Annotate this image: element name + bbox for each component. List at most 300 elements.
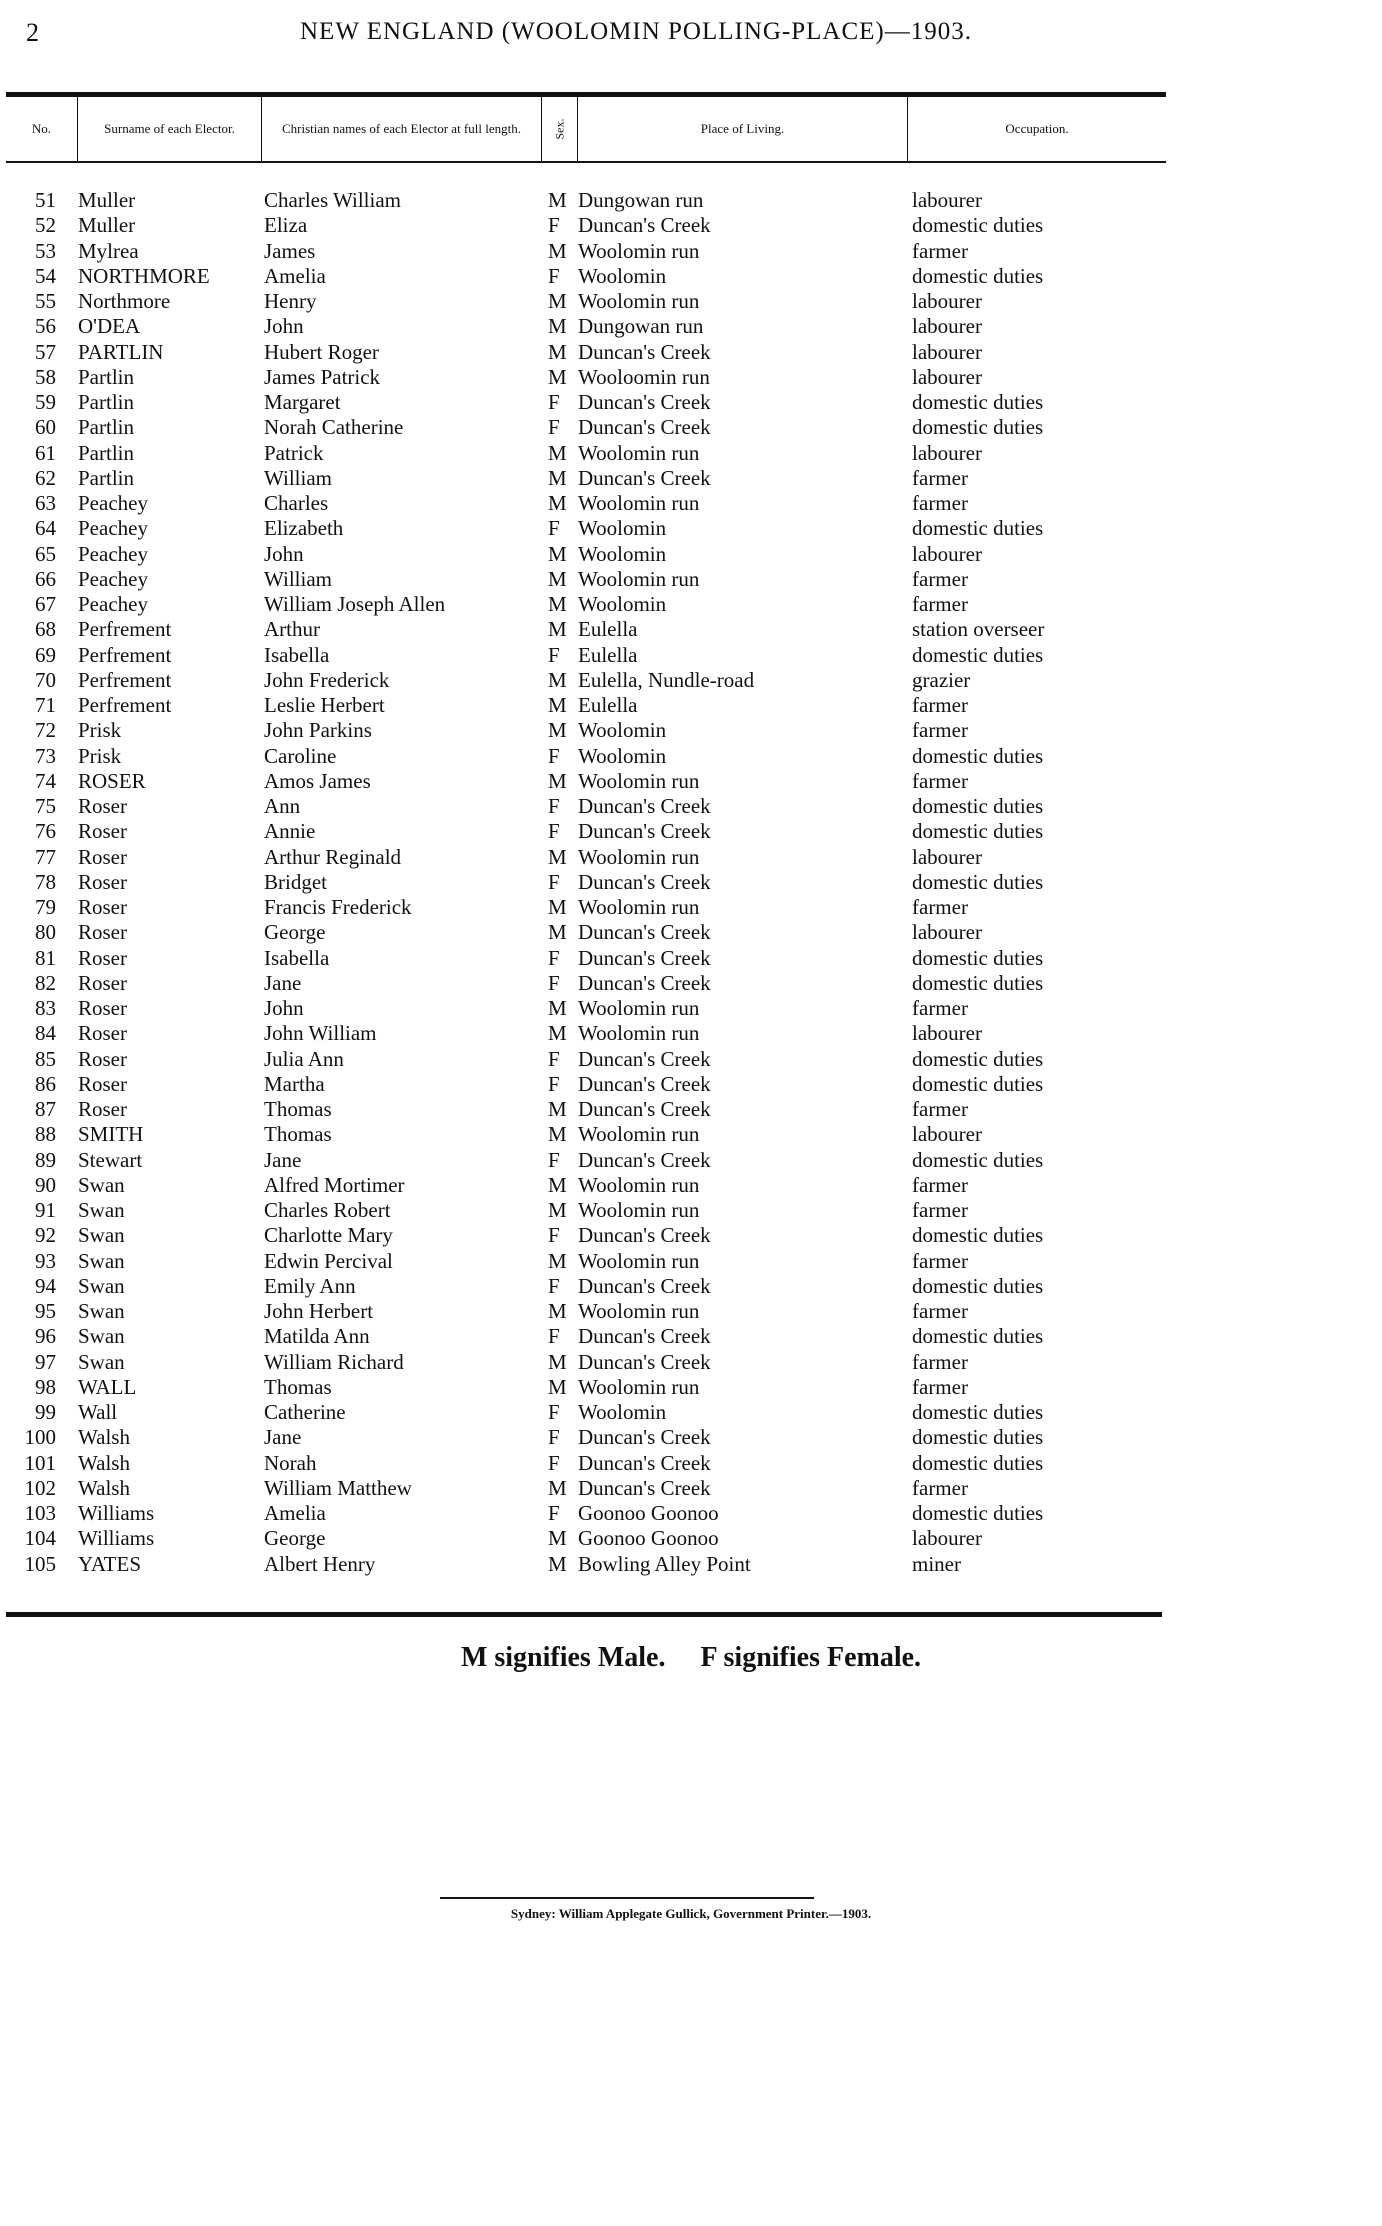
bottom-rule bbox=[6, 1612, 1162, 1617]
elector-christian-names: Elizabeth bbox=[264, 516, 344, 541]
elector-occupation: domestic duties bbox=[912, 516, 1044, 541]
table-row bbox=[0, 895, 1382, 920]
column-header-surname: Surname of each Elector. bbox=[78, 97, 262, 161]
elector-number: 103 bbox=[24, 1501, 56, 1525]
elector-surname: YATES bbox=[78, 1551, 142, 1576]
elector-occupation: labourer bbox=[912, 364, 982, 389]
elector-sex: F bbox=[548, 970, 560, 995]
elector-number: 93 bbox=[35, 1248, 56, 1273]
table-row bbox=[0, 920, 1382, 945]
elector-occupation: farmer bbox=[912, 1374, 968, 1399]
table-row bbox=[0, 1047, 1382, 1072]
elector-place: Woolomin run bbox=[578, 1374, 700, 1399]
elector-number: 96 bbox=[35, 1324, 56, 1349]
elector-occupation: domestic duties bbox=[912, 869, 1044, 894]
elector-christian-names: Alfred Mortimer bbox=[264, 1172, 405, 1197]
elector-sex: M bbox=[548, 1122, 567, 1147]
column-header-occupation: Occupation. bbox=[1005, 121, 1069, 136]
elector-surname: Perfrement bbox=[78, 693, 172, 717]
table-row bbox=[0, 567, 1382, 592]
elector-occupation: farmer bbox=[912, 1172, 968, 1197]
table-row bbox=[0, 1097, 1382, 1122]
elector-christian-names: William bbox=[264, 566, 332, 591]
elector-place: Duncan's Creek bbox=[578, 213, 711, 238]
elector-number: 85 bbox=[35, 1046, 56, 1071]
elector-occupation: farmer bbox=[912, 768, 968, 793]
elector-place: Duncan's Creek bbox=[578, 415, 711, 440]
elector-christian-names: Amos James bbox=[264, 768, 371, 793]
elector-number: 52 bbox=[35, 213, 56, 238]
elector-place: Goonoo Goonoo bbox=[578, 1501, 719, 1525]
elector-sex: M bbox=[548, 289, 567, 313]
elector-surname: Partlin bbox=[78, 390, 134, 414]
elector-occupation: domestic duties bbox=[912, 970, 1044, 995]
elector-place: Woolomin run bbox=[578, 844, 700, 869]
elector-place: Eulella bbox=[578, 642, 638, 667]
elector-place: Goonoo Goonoo bbox=[578, 1526, 719, 1551]
table-row bbox=[0, 340, 1382, 365]
elector-place: Duncan's Creek bbox=[578, 920, 711, 945]
elector-surname: Roser bbox=[78, 844, 127, 869]
elector-surname: Swan bbox=[78, 1248, 125, 1273]
elector-place: Woolomin run bbox=[578, 895, 700, 919]
elector-christian-names: Martha bbox=[264, 1071, 325, 1096]
elector-christian-names: William Richard bbox=[264, 1349, 404, 1374]
elector-surname: Perfrement bbox=[78, 667, 172, 692]
elector-place: Duncan's Creek bbox=[578, 1475, 711, 1500]
elector-occupation: domestic duties bbox=[912, 1046, 1044, 1071]
table-row bbox=[0, 1425, 1382, 1450]
elector-christian-names: Charles Robert bbox=[264, 1198, 391, 1222]
elector-number: 54 bbox=[35, 263, 56, 288]
elector-sex: F bbox=[548, 642, 560, 667]
table-row bbox=[0, 516, 1382, 541]
elector-occupation: domestic duties bbox=[912, 390, 1044, 414]
elector-place: Woolomin bbox=[578, 743, 667, 768]
elector-sex: M bbox=[548, 1198, 567, 1222]
elector-place: Eulella bbox=[578, 617, 638, 642]
table-row bbox=[0, 1400, 1382, 1425]
elector-surname: PARTLIN bbox=[78, 339, 164, 364]
elector-surname: Northmore bbox=[78, 289, 171, 313]
elector-occupation: domestic duties bbox=[912, 819, 1044, 844]
elector-occupation: domestic duties bbox=[912, 642, 1044, 667]
table-row bbox=[0, 1476, 1382, 1501]
elector-christian-names: Charles William bbox=[264, 188, 401, 212]
elector-sex: F bbox=[548, 945, 560, 970]
elector-place: Eulella bbox=[578, 693, 638, 717]
elector-sex: M bbox=[548, 1021, 567, 1046]
elector-sex: M bbox=[548, 566, 567, 591]
elector-place: Duncan's Creek bbox=[578, 794, 711, 818]
elector-christian-names: Charlotte Mary bbox=[264, 1223, 393, 1248]
elector-sex: M bbox=[548, 238, 567, 263]
elector-occupation: farmer bbox=[912, 1349, 968, 1374]
elector-christian-names: John bbox=[264, 996, 304, 1020]
elector-number: 63 bbox=[35, 491, 56, 515]
elector-place: Woolomin run bbox=[578, 1198, 700, 1222]
elector-surname: Swan bbox=[78, 1172, 125, 1197]
elector-sex: M bbox=[548, 491, 567, 515]
elector-christian-names: Thomas bbox=[264, 1374, 332, 1399]
elector-occupation: farmer bbox=[912, 718, 968, 743]
elector-surname: Roser bbox=[78, 819, 127, 844]
elector-sex: M bbox=[548, 693, 567, 717]
elector-sex: F bbox=[548, 1400, 560, 1424]
table-row bbox=[0, 365, 1382, 390]
elector-place: Woolomin run bbox=[578, 1172, 700, 1197]
elector-sex: M bbox=[548, 440, 567, 465]
elector-place: Duncan's Creek bbox=[578, 1071, 711, 1096]
elector-surname: Swan bbox=[78, 1349, 125, 1374]
elector-christian-names: Eliza bbox=[264, 213, 308, 238]
elector-surname: Swan bbox=[78, 1223, 125, 1248]
table-row bbox=[0, 1375, 1382, 1400]
elector-sex: M bbox=[548, 541, 567, 566]
elector-number: 61 bbox=[35, 440, 56, 465]
elector-sex: M bbox=[548, 996, 567, 1020]
elector-christian-names: Emily Ann bbox=[264, 1273, 356, 1298]
elector-sex: M bbox=[548, 920, 567, 945]
elector-surname: Walsh bbox=[78, 1475, 130, 1500]
elector-number: 79 bbox=[35, 895, 56, 919]
elector-place: Duncan's Creek bbox=[578, 1097, 711, 1121]
elector-surname: Stewart bbox=[78, 1147, 143, 1172]
elector-number: 62 bbox=[35, 465, 56, 490]
elector-occupation: labourer bbox=[912, 1526, 982, 1551]
elector-occupation: labourer bbox=[912, 339, 982, 364]
elector-number: 92 bbox=[35, 1223, 56, 1248]
elector-place: Dungowan run bbox=[578, 314, 704, 339]
elector-surname: Wall bbox=[78, 1400, 118, 1424]
elector-occupation: domestic duties bbox=[912, 794, 1044, 818]
table-row bbox=[0, 441, 1382, 466]
elector-surname: Swan bbox=[78, 1299, 125, 1323]
elector-sex: M bbox=[548, 314, 567, 339]
table-row bbox=[0, 1274, 1382, 1299]
elector-occupation: farmer bbox=[912, 1198, 968, 1222]
elector-christian-names: Jane bbox=[264, 970, 302, 995]
elector-sex: F bbox=[548, 869, 560, 894]
table-row bbox=[0, 1173, 1382, 1198]
elector-occupation: labourer bbox=[912, 844, 982, 869]
elector-sex: M bbox=[548, 1526, 567, 1551]
elector-surname: Swan bbox=[78, 1198, 125, 1222]
elector-christian-names: John William bbox=[264, 1021, 377, 1046]
elector-christian-names: George bbox=[264, 920, 326, 945]
elector-sex: F bbox=[548, 516, 560, 541]
table-row bbox=[0, 1223, 1382, 1248]
elector-sex: M bbox=[548, 718, 567, 743]
table-row bbox=[0, 1072, 1382, 1097]
elector-place: Woolomin bbox=[578, 1400, 667, 1424]
elector-christian-names: Arthur Reginald bbox=[264, 844, 402, 869]
elector-sex: M bbox=[548, 592, 567, 616]
elector-number: 84 bbox=[35, 1021, 56, 1046]
elector-place: Woolomin bbox=[578, 516, 667, 541]
elector-sex: F bbox=[548, 819, 560, 844]
elector-number: 59 bbox=[35, 390, 56, 414]
elector-surname: Walsh bbox=[78, 1450, 130, 1475]
elector-number: 55 bbox=[35, 289, 56, 313]
elector-occupation: miner bbox=[912, 1551, 961, 1576]
elector-occupation: domestic duties bbox=[912, 1324, 1044, 1349]
table-row bbox=[0, 592, 1382, 617]
elector-surname: Roser bbox=[78, 1046, 127, 1071]
elector-christian-names: Caroline bbox=[264, 743, 337, 768]
elector-number: 58 bbox=[35, 364, 56, 389]
elector-occupation: labourer bbox=[912, 1122, 982, 1147]
elector-occupation: labourer bbox=[912, 1021, 982, 1046]
elector-sex: F bbox=[548, 743, 560, 768]
elector-christian-names: Norah Catherine bbox=[264, 415, 404, 440]
elector-christian-names: John Herbert bbox=[264, 1299, 374, 1323]
elector-number: 74 bbox=[35, 768, 56, 793]
table-row bbox=[0, 1324, 1382, 1349]
elector-place: Duncan's Creek bbox=[578, 1450, 711, 1475]
table-row bbox=[0, 643, 1382, 668]
table-row bbox=[0, 289, 1382, 314]
elector-sex: M bbox=[548, 1097, 567, 1121]
elector-occupation: farmer bbox=[912, 566, 968, 591]
elector-surname: Peachey bbox=[78, 516, 148, 541]
elector-number: 82 bbox=[35, 970, 56, 995]
elector-christian-names: William bbox=[264, 465, 332, 490]
elector-sex: F bbox=[548, 1273, 560, 1298]
elector-christian-names: Edwin Percival bbox=[264, 1248, 393, 1273]
table-row bbox=[0, 415, 1382, 440]
elector-number: 97 bbox=[35, 1349, 56, 1374]
table-row bbox=[0, 239, 1382, 264]
elector-surname: Roser bbox=[78, 1021, 127, 1046]
column-header-sex: Sex. bbox=[542, 97, 578, 161]
elector-sex: F bbox=[548, 1223, 560, 1248]
elector-surname: Partlin bbox=[78, 465, 134, 490]
elector-place: Duncan's Creek bbox=[578, 1425, 711, 1450]
elector-occupation: labourer bbox=[912, 440, 982, 465]
elector-number: 56 bbox=[35, 314, 56, 339]
elector-number: 89 bbox=[35, 1147, 56, 1172]
elector-christian-names: John bbox=[264, 314, 304, 339]
elector-christian-names: John Frederick bbox=[264, 667, 390, 692]
elector-place: Dungowan run bbox=[578, 188, 704, 212]
elector-christian-names: Isabella bbox=[264, 642, 330, 667]
elector-sex: M bbox=[548, 1299, 567, 1323]
elector-sex: M bbox=[548, 364, 567, 389]
table-row bbox=[0, 693, 1382, 718]
elector-place: Woolomin run bbox=[578, 1299, 700, 1323]
column-header-row bbox=[6, 92, 1166, 163]
elector-surname: NORTHMORE bbox=[78, 263, 210, 288]
elector-number: 60 bbox=[35, 415, 56, 440]
elector-surname: Roser bbox=[78, 996, 127, 1020]
elector-number: 57 bbox=[35, 339, 56, 364]
table-row bbox=[0, 1451, 1382, 1476]
elector-sex: M bbox=[548, 1349, 567, 1374]
elector-place: Woolomin run bbox=[578, 1122, 700, 1147]
elector-christian-names: Annie bbox=[264, 819, 316, 844]
elector-place: Woolomin run bbox=[578, 566, 700, 591]
elector-christian-names: Norah bbox=[264, 1450, 317, 1475]
elector-christian-names: Thomas bbox=[264, 1097, 332, 1121]
elector-christian-names: John Parkins bbox=[264, 718, 372, 743]
elector-surname: SMITH bbox=[78, 1122, 144, 1147]
elector-sex: M bbox=[548, 1248, 567, 1273]
elector-christian-names: John bbox=[264, 541, 304, 566]
elector-number: 88 bbox=[35, 1122, 56, 1147]
elector-number: 101 bbox=[24, 1450, 56, 1475]
elector-occupation: domestic duties bbox=[912, 1273, 1044, 1298]
table-row bbox=[0, 718, 1382, 743]
elector-number: 95 bbox=[35, 1299, 56, 1323]
page-header bbox=[0, 18, 1382, 58]
elector-occupation: farmer bbox=[912, 465, 968, 490]
table-row bbox=[0, 1148, 1382, 1173]
elector-number: 77 bbox=[35, 844, 56, 869]
table-row bbox=[0, 466, 1382, 491]
elector-christian-names: Jane bbox=[264, 1147, 302, 1172]
elector-christian-names: Thomas bbox=[264, 1122, 332, 1147]
elector-number: 71 bbox=[35, 693, 56, 717]
elector-sex: F bbox=[548, 1147, 560, 1172]
elector-christian-names: William Joseph Allen bbox=[264, 592, 446, 616]
elector-christian-names: Francis Frederick bbox=[264, 895, 412, 919]
elector-place: Woolomin run bbox=[578, 996, 700, 1020]
elector-surname: Prisk bbox=[78, 743, 122, 768]
elector-surname: Partlin bbox=[78, 364, 134, 389]
elector-sex: M bbox=[548, 1374, 567, 1399]
elector-surname: Perfrement bbox=[78, 617, 172, 642]
elector-place: Woolomin bbox=[578, 263, 667, 288]
table-row bbox=[0, 491, 1382, 516]
elector-occupation: station overseer bbox=[912, 617, 1045, 642]
elector-occupation: domestic duties bbox=[912, 1147, 1044, 1172]
elector-number: 90 bbox=[35, 1172, 56, 1197]
elector-christian-names: Patrick bbox=[264, 440, 324, 465]
table-row bbox=[0, 870, 1382, 895]
table-row bbox=[0, 845, 1382, 870]
elector-sex: M bbox=[548, 895, 567, 919]
table-row bbox=[0, 1552, 1382, 1577]
elector-place: Duncan's Creek bbox=[578, 465, 711, 490]
elector-number: 99 bbox=[35, 1400, 56, 1424]
elector-number: 86 bbox=[35, 1071, 56, 1096]
elector-place: Woolomin run bbox=[578, 238, 700, 263]
elector-number: 94 bbox=[35, 1273, 56, 1298]
table-row bbox=[0, 1122, 1382, 1147]
elector-christian-names: James bbox=[264, 238, 316, 263]
elector-place: Duncan's Creek bbox=[578, 1273, 711, 1298]
elector-surname: Roser bbox=[78, 970, 127, 995]
elector-place: Woolomin run bbox=[578, 1248, 700, 1273]
elector-christian-names: Arthur bbox=[264, 617, 320, 642]
elector-occupation: domestic duties bbox=[912, 213, 1044, 238]
elector-occupation: domestic duties bbox=[912, 1223, 1044, 1248]
elector-surname: Peachey bbox=[78, 541, 148, 566]
elector-number: 70 bbox=[35, 667, 56, 692]
elector-surname: Muller bbox=[78, 213, 136, 238]
elector-sex: F bbox=[548, 1450, 560, 1475]
elector-number: 66 bbox=[35, 566, 56, 591]
elector-number: 100 bbox=[24, 1425, 56, 1450]
elector-number: 102 bbox=[24, 1475, 56, 1500]
table-row bbox=[0, 1249, 1382, 1274]
elector-occupation: domestic duties bbox=[912, 263, 1044, 288]
elector-place: Bowling Alley Point bbox=[578, 1551, 751, 1576]
table-row bbox=[0, 668, 1382, 693]
elector-christian-names: Amelia bbox=[264, 263, 326, 288]
elector-christian-names: George bbox=[264, 1526, 326, 1551]
table-row bbox=[0, 390, 1382, 415]
elector-number: 73 bbox=[35, 743, 56, 768]
elector-number: 105 bbox=[24, 1551, 56, 1576]
elector-place: Woolomin run bbox=[578, 289, 700, 313]
elector-occupation: domestic duties bbox=[912, 743, 1044, 768]
table-row bbox=[0, 188, 1382, 213]
elector-occupation: farmer bbox=[912, 592, 968, 616]
elector-christian-names: Henry bbox=[264, 289, 317, 313]
elector-surname: Williams bbox=[78, 1526, 155, 1551]
table-row bbox=[0, 1299, 1382, 1324]
elector-occupation: farmer bbox=[912, 491, 968, 515]
elector-christian-names: Charles bbox=[264, 491, 329, 515]
legend-female: F signifies Female. bbox=[700, 1642, 922, 1673]
elector-number: 87 bbox=[35, 1097, 56, 1121]
elector-occupation: labourer bbox=[912, 289, 982, 313]
table-row bbox=[0, 1526, 1382, 1551]
elector-number: 64 bbox=[35, 516, 56, 541]
elector-surname: Perfrement bbox=[78, 642, 172, 667]
elector-christian-names: Matilda Ann bbox=[264, 1324, 370, 1349]
elector-place: Duncan's Creek bbox=[578, 1147, 711, 1172]
elector-christian-names: James Patrick bbox=[264, 364, 381, 389]
elector-place: Duncan's Creek bbox=[578, 390, 711, 414]
elector-surname: Peachey bbox=[78, 566, 148, 591]
elector-sex: M bbox=[548, 667, 567, 692]
elector-place: Duncan's Creek bbox=[578, 1046, 711, 1071]
elector-occupation: farmer bbox=[912, 1475, 968, 1500]
table-row bbox=[0, 819, 1382, 844]
elector-sex: M bbox=[548, 617, 567, 642]
elector-sex: M bbox=[548, 1551, 567, 1576]
elector-place: Woolomin bbox=[578, 718, 667, 743]
elector-place: Woolomin run bbox=[578, 440, 700, 465]
elector-sex: F bbox=[548, 1046, 560, 1071]
elector-christian-names: Hubert Roger bbox=[264, 339, 379, 364]
elector-occupation: grazier bbox=[912, 667, 971, 692]
column-header-no: No. bbox=[6, 97, 78, 161]
elector-sex: F bbox=[548, 263, 560, 288]
elector-place: Duncan's Creek bbox=[578, 869, 711, 894]
elector-sex: F bbox=[548, 390, 560, 414]
elector-sex: F bbox=[548, 1425, 560, 1450]
elector-place: Eulella, Nundle-road bbox=[578, 667, 755, 692]
elector-surname: Swan bbox=[78, 1273, 125, 1298]
elector-occupation: labourer bbox=[912, 541, 982, 566]
elector-place: Woolomin run bbox=[578, 1021, 700, 1046]
table-row bbox=[0, 264, 1382, 289]
elector-occupation: domestic duties bbox=[912, 1425, 1044, 1450]
elector-number: 81 bbox=[35, 945, 56, 970]
elector-sex: F bbox=[548, 794, 560, 818]
elector-place: Duncan's Creek bbox=[578, 1349, 711, 1374]
elector-occupation: farmer bbox=[912, 238, 968, 263]
elector-sex: F bbox=[548, 1324, 560, 1349]
elector-occupation: labourer bbox=[912, 188, 982, 212]
elector-occupation: farmer bbox=[912, 996, 968, 1020]
table-row bbox=[0, 996, 1382, 1021]
elector-christian-names: Albert Henry bbox=[264, 1551, 376, 1576]
